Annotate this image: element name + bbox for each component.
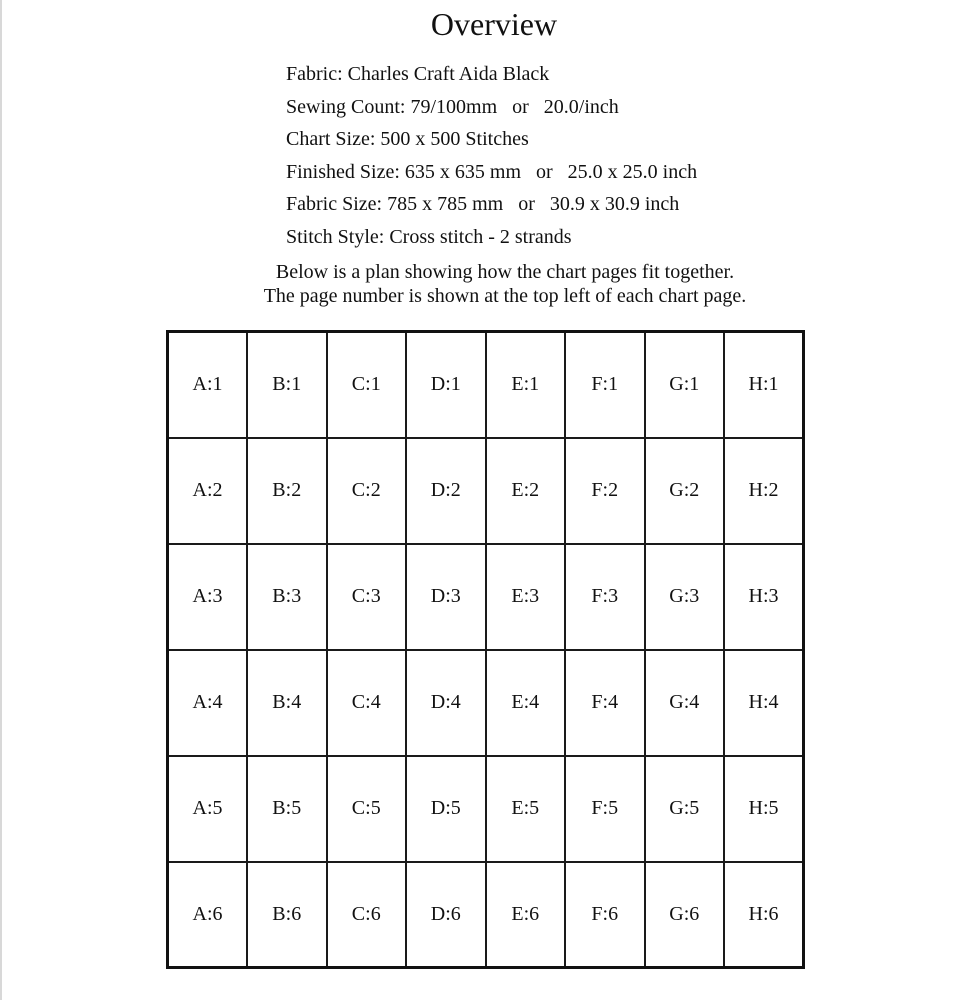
plan-cell: E:4 (486, 650, 566, 756)
plan-cell: B:4 (247, 650, 327, 756)
plan-cell: A:6 (168, 862, 248, 968)
plan-cell: A:5 (168, 756, 248, 862)
plan-cell: G:1 (645, 332, 725, 438)
plan-cell: F:3 (565, 544, 645, 650)
plan-cell: A:1 (168, 332, 248, 438)
plan-cell: D:1 (406, 332, 486, 438)
page-plan-grid (166, 330, 805, 969)
plan-cell: A:2 (168, 438, 248, 544)
plan-cell: C:2 (327, 438, 407, 544)
plan-cell: C:3 (327, 544, 407, 650)
plan-cell: B:1 (247, 332, 327, 438)
plan-cell: F:1 (565, 332, 645, 438)
plan-cell: D:2 (406, 438, 486, 544)
plan-cell: D:5 (406, 756, 486, 862)
plan-cell: C:4 (327, 650, 407, 756)
page-plan-body (168, 332, 804, 968)
finished-size-line: Finished Size: 635 x 635 mm or 25.0 x 25.0 inch (286, 160, 698, 183)
plan-cell: C:1 (327, 332, 407, 438)
plan-cell: D:6 (406, 862, 486, 968)
plan-row (168, 438, 804, 544)
plan-cell: F:6 (565, 862, 645, 968)
plan-cell: A:3 (168, 544, 248, 650)
plan-cell: G:2 (645, 438, 725, 544)
fabric-size-line: Fabric Size: 785 x 785 mm or 30.9 x 30.9 inch (286, 193, 680, 216)
plan-cell: G:3 (645, 544, 725, 650)
plan-row (168, 650, 804, 756)
plan-cell: H:6 (724, 862, 804, 968)
plan-cell: H:4 (724, 650, 804, 756)
plan-cell: G:6 (645, 862, 725, 968)
plan-cell: D:3 (406, 544, 486, 650)
plan-cell: E:6 (486, 862, 566, 968)
plan-row (168, 756, 804, 862)
plan-cell: B:2 (247, 438, 327, 544)
plan-cell: H:1 (724, 332, 804, 438)
page-left-edge (0, 0, 2, 1000)
sewing-count-line: Sewing Count: 79/100mm or 20.0/inch (286, 95, 619, 118)
plan-cell: E:3 (486, 544, 566, 650)
plan-row (168, 862, 804, 968)
plan-cell: C:5 (327, 756, 407, 862)
chart-size-line: Chart Size: 500 x 500 Stitches (286, 128, 529, 151)
stitch-style-line: Stitch Style: Cross stitch - 2 strands (286, 225, 572, 248)
plan-cell: E:5 (486, 756, 566, 862)
plan-row (168, 332, 804, 438)
plan-cell: H:2 (724, 438, 804, 544)
fabric-line: Fabric: Charles Craft Aida Black (286, 63, 550, 85)
plan-cell: D:4 (406, 650, 486, 756)
plan-cell: H:3 (724, 544, 804, 650)
plan-cell: F:2 (565, 438, 645, 544)
plan-row (168, 544, 804, 650)
page-title: Overview (430, 6, 558, 42)
plan-note-2: The page number is shown at the top left of each chart page. (263, 285, 747, 307)
plan-cell: C:6 (327, 862, 407, 968)
plan-cell: E:1 (486, 332, 566, 438)
plan-cell: B:5 (247, 756, 327, 862)
plan-cell: G:5 (645, 756, 725, 862)
plan-cell: H:5 (724, 756, 804, 862)
plan-cell: F:5 (565, 756, 645, 862)
plan-cell: F:4 (565, 650, 645, 756)
plan-cell: B:3 (247, 544, 327, 650)
plan-cell: G:4 (645, 650, 725, 756)
plan-cell: E:2 (486, 438, 566, 544)
plan-cell: A:4 (168, 650, 248, 756)
plan-note-1: Below is a plan showing how the chart pages fit together. (275, 261, 735, 283)
fabric-info-list (286, 58, 697, 254)
plan-cell: B:6 (247, 862, 327, 968)
